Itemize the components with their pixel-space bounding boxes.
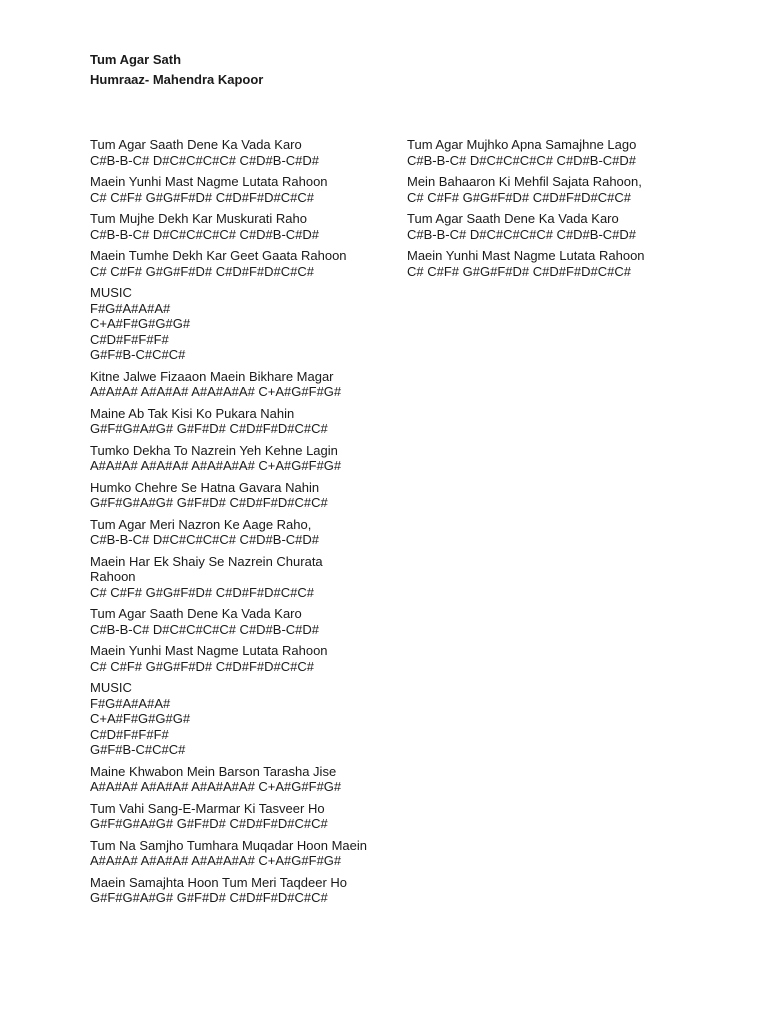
lyric-line: Maein Yunhi Mast Nagme Lutata Rahoon — [90, 174, 328, 189]
notation-line: A#A#A# A#A#A# A#A#A#A# C+A#G#F#G# — [90, 779, 342, 794]
lyric-line: Kitne Jalwe Fizaaon Maein Bikhare Magar — [90, 368, 334, 384]
lyrics-stanza — [407, 137, 707, 168]
notation-line: G#F#G#A#G# G#F#D# C#D#F#D#C#C# — [90, 495, 328, 510]
lyric-line: Maein Yunhi Mast Nagme Lutata Rahoon — [407, 248, 645, 263]
notation-line: C+A#F#G#G#G# — [90, 711, 191, 726]
lyrics-stanza — [90, 875, 370, 906]
lyrics-stanza — [90, 248, 370, 279]
lyrics-stanza — [407, 174, 707, 205]
lyric-line: MUSIC — [90, 680, 132, 695]
notation-line: A#A#A# A#A#A# A#A#A#A# C+A#G#F#G# — [90, 384, 342, 399]
lyric-line: Tum Agar Saath Dene Ka Vada Karo — [90, 606, 302, 621]
lyrics-stanza — [90, 838, 370, 869]
lyrics-stanza — [90, 369, 370, 400]
lyrics-column-right — [407, 137, 707, 285]
document-header — [90, 50, 263, 90]
notation-line: C#D#F#F#F# — [90, 331, 169, 347]
lyrics-stanza — [90, 606, 370, 637]
notation-line: A#A#A# A#A#A# A#A#A#A# C+A#G#F#G# — [90, 853, 342, 868]
lyrics-stanza — [407, 248, 707, 279]
notation-line: C# C#F# G#G#F#D# C#D#F#D#C#C# — [407, 263, 631, 279]
lyric-line: Maein Samajhta Hoon Tum Meri Taqdeer Ho — [90, 874, 347, 890]
notation-line: C# C#F# G#G#F#D# C#D#F#D#C#C# — [90, 658, 314, 674]
lyric-line: Tum Agar Saath Dene Ka Vada Karo — [407, 211, 619, 226]
lyric-line: Tum Na Samjho Tumhara Muqadar Hoon Maein — [90, 837, 367, 853]
lyric-line: Tumko Dekha To Nazrein Yeh Kehne Lagin — [90, 442, 338, 458]
lyric-line: Maine Ab Tak Kisi Ko Pukara Nahin — [90, 405, 295, 421]
lyric-line: Tum Agar Meri Nazron Ke Aage Raho, — [90, 516, 312, 532]
notation-line: C#B-B-C# D#C#C#C#C# C#D#B-C#D# — [90, 152, 320, 168]
notation-line: C#D#F#F#F# — [90, 726, 169, 742]
notation-line: C+A#F#G#G#G# — [90, 316, 191, 331]
song-subtitle: Humraaz- Mahendra Kapoor — [90, 72, 264, 87]
lyrics-stanza — [90, 137, 370, 168]
lyric-line: Tum Agar Mujhko Apna Samajhne Lago — [407, 137, 637, 152]
notation-line: C# C#F# G#G#F#D# C#D#F#D#C#C# — [407, 189, 631, 205]
lyrics-stanza — [90, 174, 370, 205]
notation-line: F#G#A#A#A# — [90, 300, 171, 316]
lyric-line: Maein Har Ek Shaiy Se Nazrein Churata Rahoon — [90, 553, 323, 584]
lyric-line: Tum Mujhe Dekh Kar Muskurati Raho — [90, 211, 307, 226]
lyrics-stanza — [90, 443, 370, 474]
notation-line: C#B-B-C# D#C#C#C#C# C#D#B-C#D# — [90, 226, 320, 242]
lyrics-stanza — [407, 211, 707, 242]
notation-line: A#A#A# A#A#A# A#A#A#A# C+A#G#F#G# — [90, 458, 342, 473]
notation-line: C#B-B-C# D#C#C#C#C# C#D#B-C#D# — [90, 532, 320, 547]
notation-line: G#F#G#A#G# G#F#D# C#D#F#D#C#C# — [90, 421, 328, 436]
lyrics-stanza — [90, 764, 370, 795]
lyrics-stanza — [90, 285, 370, 363]
lyrics-stanza — [90, 801, 370, 832]
lyrics-stanza — [90, 211, 370, 242]
lyrics-stanza — [90, 517, 370, 548]
lyrics-column-left — [90, 137, 370, 912]
notation-line: G#F#G#A#G# G#F#D# C#D#F#D#C#C# — [90, 890, 328, 905]
lyrics-stanza — [90, 480, 370, 511]
notation-line: C#B-B-C# D#C#C#C#C# C#D#B-C#D# — [407, 152, 637, 168]
notation-line: G#F#G#A#G# G#F#D# C#D#F#D#C#C# — [90, 816, 328, 831]
lyric-line: Mein Bahaaron Ki Mehfil Sajata Rahoon, — [407, 174, 642, 189]
lyric-line: Maein Yunhi Mast Nagme Lutata Rahoon — [90, 643, 328, 658]
notation-line: C#B-B-C# D#C#C#C#C# C#D#B-C#D# — [90, 621, 320, 637]
lyric-line: Tum Agar Saath Dene Ka Vada Karo — [90, 137, 302, 152]
lyric-line: MUSIC — [90, 285, 132, 300]
notation-line: C#B-B-C# D#C#C#C#C# C#D#B-C#D# — [407, 226, 637, 242]
notation-line: G#F#B-C#C#C# — [90, 742, 186, 757]
song-title: Tum Agar Sath — [90, 52, 182, 67]
lyric-line: Tum Vahi Sang-E-Marmar Ki Tasveer Ho — [90, 800, 325, 816]
notation-line: C# C#F# G#G#F#D# C#D#F#D#C#C# — [90, 263, 314, 279]
notation-line: C# C#F# G#G#F#D# C#D#F#D#C#C# — [90, 584, 314, 600]
lyric-line: Humko Chehre Se Hatna Gavara Nahin — [90, 479, 320, 495]
lyrics-stanza — [90, 554, 370, 601]
lyrics-stanza — [90, 680, 370, 758]
notation-line: G#F#B-C#C#C# — [90, 347, 186, 362]
notation-line: F#G#A#A#A# — [90, 695, 171, 711]
lyric-line: Maein Tumhe Dekh Kar Geet Gaata Rahoon — [90, 248, 347, 263]
lyrics-stanza — [90, 643, 370, 674]
notation-line: C# C#F# G#G#F#D# C#D#F#D#C#C# — [90, 189, 314, 205]
lyric-line: Maine Khwabon Mein Barson Tarasha Jise — [90, 763, 337, 779]
lyrics-stanza — [90, 406, 370, 437]
